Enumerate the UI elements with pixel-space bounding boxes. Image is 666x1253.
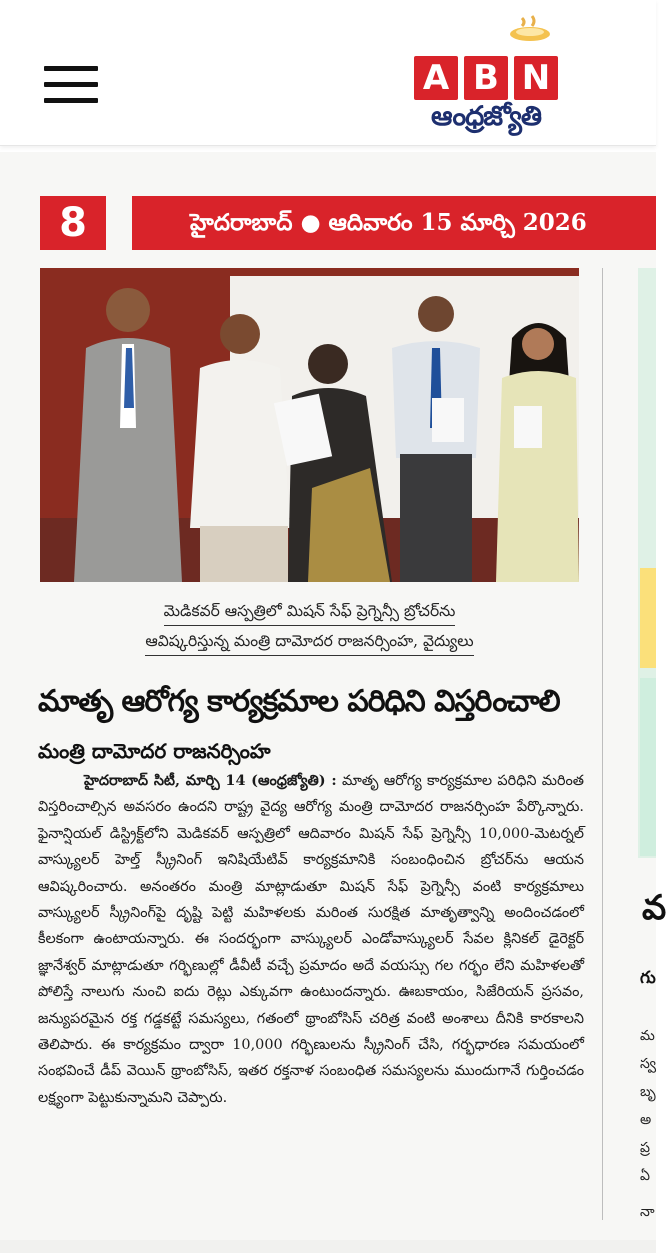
- column-divider: [602, 268, 603, 1220]
- article-body-text: మాతృ ఆరోగ్య కార్యక్రమాల పరిధిని మరింత విస్తరించాల్సిన అవసరం ఉందని రాష్ట్ర వైద్య ఆరోగ్య మంత్రి దామోదర రాజనర్సింహ పేర్కొన్నారు. ఫైనాన్షియల్ డిస్ట్రిక్ట్‌లోని మెడికవర్ ఆస్పత్రిలో ఆదివారం మిషన్ సేఫ్ ప్రెగ్నెన్సీ 10,000-మెటర్నల్ వాస్క్యులర్ హెల్త్ స్క్రీనింగ్ ఇనిషియేటివ్ కార్యక్రమానికి సంబంధించిన బ్రోచర్‌ను ఆయన ఆవిష్కరించారు. అనంతరం మంత్రి మాట్లాడుతూ మిషన్ సేఫ్ ప్రెగ్నెన్సీ వంటి కార్యక్రమాలు వాస్క్యులర్ స్క్రీనింగ్‌పై దృష్టి పెట్టి మహిళలకు మరింత సురక్షిత మాతృత్వాన్ని అందించడంలో కీలకంగా ఉంటాయన్నారు. ఈ సందర్భంగా వాస్క్యులర్ ఎండోవాస్క్యులర్ సేవల క్లినికల్ డైరెక్టర్ జ్ఞానేశ్వర్ మాట్లాడుతూ గర్భిణుల్లో డీవీటీ వచ్చే ప్రమాదం అదే వయస్సు గల గర్భం లేని మహిళలతో పోలిస్తే నాలుగు నుంచి ఐదు రెట్లు ఎక్కువగా ఉంటుందన్నారు. ఊబకాయం, సిజేరియన్ ప్రసవం, జన్యుపరమైన రక్త గడ్డకట్టే సమస్యలు, గతంలో థ్రాంబోసిస్ చరిత్ర వంటి అంశాలు దీనికి కారకాలని తెలిపారు. ఈ కార్యక్రమం ద్వారా 10,000 గర్భిణులను స్క్రీనింగ్ చేసి, గర్భధారణ సమయంలో సంభవించే డీప్ వెయిన్ థ్రాంబోసిస్, ఇతర రక్తనాళ సంబంధిత సమస్యలను ముందుగానే గుర్తించడం లక్ష్యంగా పెట్టుకున్నామని చెప్పారు.: [38, 773, 584, 1106]
- page-number-badge: 8: [40, 196, 106, 250]
- side-text-fragment: అ: [640, 1112, 652, 1128]
- event-photo-illustration: [40, 268, 579, 582]
- coffee-cup-icon: [508, 16, 554, 42]
- side-text-fragment: బృ: [640, 1084, 656, 1100]
- side-text-fragment: స్వ: [640, 1056, 657, 1072]
- logo-letter-n: N: [514, 56, 558, 100]
- side-ad-highlight: [640, 568, 656, 668]
- logo-subtitle: ఆంధ్రజ్యోతి: [430, 101, 542, 132]
- caption-line-2: ఆవిష్కరిస్తున్న మంత్రి దామోదర రాజనర్సింహ, వైద్యులు: [145, 628, 473, 656]
- article-lead: హైదరాబాద్ సిటీ, మార్చి 14 (ఆంధ్రజ్యోతి) :: [84, 772, 337, 789]
- side-text-fragment: ప్ర: [640, 1140, 650, 1156]
- logo-letters: [414, 56, 558, 100]
- side-text-fragment: మ: [640, 1028, 655, 1044]
- article-body: [38, 768, 584, 1111]
- abn-andhrajyothy-logo[interactable]: [412, 14, 560, 130]
- photo-caption: [40, 596, 579, 656]
- adjacent-column: [612, 268, 666, 1253]
- logo-letter-b: B: [464, 56, 508, 100]
- hamburger-menu-icon[interactable]: [44, 64, 98, 108]
- logo-letter-a: A: [414, 56, 458, 100]
- side-subheading-fragment: గు: [640, 968, 656, 988]
- article-headline: మాతృ ఆరోగ్య కార్యక్రమాల పరిధిని విస్తరించాలి: [38, 684, 560, 719]
- side-text-fragment: నా: [640, 1204, 655, 1220]
- side-ad-panel: [640, 678, 656, 856]
- page-bottom-edge: [0, 1240, 656, 1253]
- side-text-fragment: ఏ: [640, 1168, 650, 1184]
- app-header: [0, 0, 656, 146]
- side-headline-fragment: వ: [642, 888, 666, 928]
- event-photo[interactable]: [40, 268, 579, 582]
- dateline-banner: హైదరాబాద్ ● ఆదివారం 15 మార్చి 2026: [132, 196, 656, 250]
- article-byline: మంత్రి దామోదర రాజనర్సింహ: [38, 739, 271, 763]
- caption-line-1: మెడికవర్ ఆస్పత్రిలో మిషన్ సేఫ్ ప్రెగ్నెన్సీ బ్రోచర్‌ను: [164, 598, 456, 626]
